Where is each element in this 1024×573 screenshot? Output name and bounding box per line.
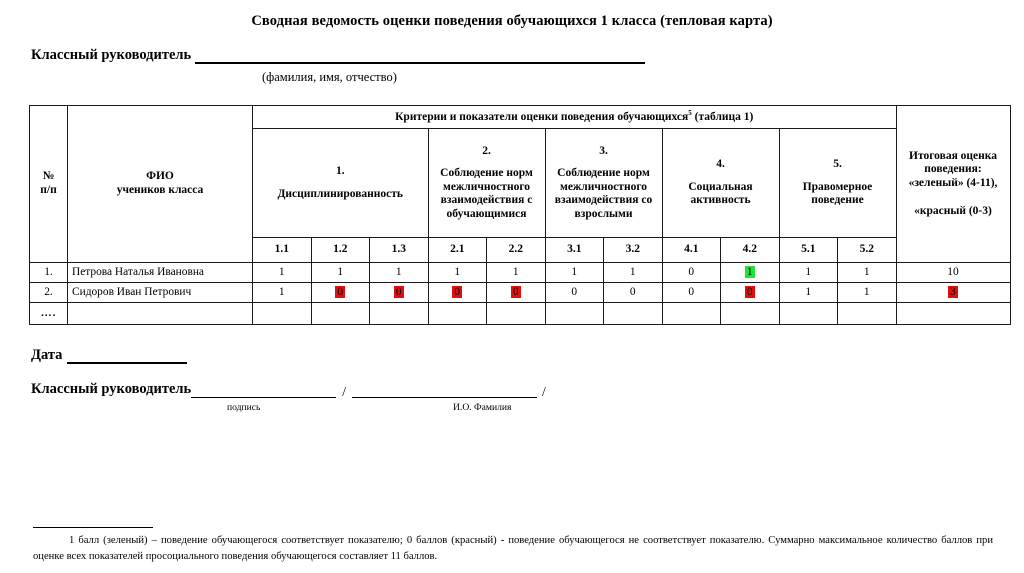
row-total-score[interactable]: 10 — [896, 263, 1010, 283]
table-body — [30, 263, 1011, 325]
subcolumn-header-1-2: 1.2 — [311, 238, 370, 263]
footnote-divider — [33, 527, 153, 528]
total-header-gap — [897, 191, 1010, 205]
total-header-line1: Итоговая оценка — [909, 149, 997, 162]
score-cell-4-1[interactable] — [662, 303, 721, 325]
signature-label: Классный руководитель — [31, 381, 192, 397]
subcolumn-header-5-1: 5.1 — [779, 238, 838, 263]
row-student-name: Петрова Наталья Ивановна — [68, 263, 253, 283]
score-cell-5-2[interactable]: 1 — [838, 263, 897, 283]
footnote-body: 1 балл (зеленый) – поведение обучающегося соответствует показателю; 0 баллов (красный) - поведение обучающегося не соответствует показателю. Суммарно максимальное количество баллов при оценке всех показателей просоциального поведения обучающегося составляет 11 баллов. — [33, 535, 993, 563]
date-label: Дата — [31, 347, 63, 363]
score-cell-5-2[interactable]: 1 — [838, 283, 897, 303]
col-header-number-line1: № — [42, 170, 55, 183]
row-number: 1. — [30, 263, 68, 283]
criteria-footnote-marker: 5 — [688, 109, 692, 118]
criteria-group-name: Дисциплинированность — [277, 187, 403, 200]
page-title: Сводная ведомость оценки поведения обучающихся 1 класса (тепловая карта) — [251, 13, 773, 29]
score-cell-1-1[interactable] — [253, 303, 312, 325]
table-row — [30, 283, 1011, 303]
subcolumn-header-3-2: 3.2 — [604, 238, 663, 263]
date-input-rule[interactable] — [67, 349, 187, 364]
subcolumn-header-2-1: 2.1 — [428, 238, 487, 263]
subcolumn-header-1-3: 1.3 — [370, 238, 429, 263]
criteria-banner-text: Критерии и показатели оценки поведения обучающихся — [395, 111, 689, 124]
score-cell-5-2[interactable] — [838, 303, 897, 325]
score-cell-2-1[interactable] — [428, 283, 487, 303]
signature-field — [31, 381, 546, 398]
col-header-number-line2: п/п — [40, 184, 57, 196]
score-cell-5-1[interactable]: 1 — [779, 263, 838, 283]
score-cell-1-2[interactable]: 1 — [311, 263, 370, 283]
class-teacher-field — [31, 47, 645, 64]
score-cell-4-2[interactable] — [721, 303, 780, 325]
score-mark: 0 — [337, 285, 344, 298]
col-header-fio-line2: учеников класса — [116, 184, 204, 196]
row-student-name: Сидоров Иван Петрович — [68, 283, 253, 303]
criteria-group-name: Соблюдение норм межличностного взаимодействия с обучающимися — [440, 167, 533, 220]
criteria-group-name: Правомерное поведение — [802, 180, 873, 207]
score-mark: 1 — [746, 265, 753, 278]
score-cell-3-1[interactable]: 1 — [545, 263, 604, 283]
signature-hint-podpis: подпись — [227, 402, 261, 413]
score-cell-2-2[interactable] — [487, 283, 546, 303]
criteria-group-name: Социальная активность — [688, 180, 753, 207]
criteria-group-3 — [545, 129, 662, 238]
total-header-line2: поведения: — [924, 163, 982, 176]
table-row — [30, 303, 1011, 325]
score-cell-1-1[interactable]: 1 — [253, 263, 312, 283]
row-student-name — [68, 303, 253, 325]
class-teacher-label: Классный руководитель — [31, 47, 192, 63]
signature-slash-2: / — [541, 383, 546, 399]
criteria-group-1 — [253, 129, 429, 238]
score-cell-2-1[interactable]: 1 — [428, 263, 487, 283]
signature-name-rule[interactable] — [352, 384, 537, 398]
score-cell-2-1[interactable] — [428, 303, 487, 325]
class-teacher-hint: (фамилия, имя, отчество) — [262, 70, 397, 84]
score-cell-1-3[interactable] — [370, 303, 429, 325]
subcolumn-header-1-1: 1.1 — [253, 238, 312, 263]
criteria-group-number: 2. — [482, 144, 491, 157]
col-header-fio — [68, 106, 253, 263]
score-cell-5-1[interactable] — [779, 303, 838, 325]
score-cell-2-2[interactable] — [487, 303, 546, 325]
score-cell-4-2[interactable] — [721, 263, 780, 283]
signature-hint-name: И.О. Фамилия — [453, 402, 512, 413]
subcolumn-header-2-2: 2.2 — [487, 238, 546, 263]
subcolumn-header-5-2: 5.2 — [838, 238, 897, 263]
total-mark: 3 — [950, 285, 956, 298]
score-cell-1-1[interactable]: 1 — [253, 283, 312, 303]
header-row-banner — [30, 106, 1011, 129]
subcolumn-header-3-1: 3.1 — [545, 238, 604, 263]
date-field — [31, 347, 187, 364]
total-header-line3: «зеленый» (4-11), — [908, 177, 998, 189]
row-total-score[interactable] — [896, 303, 1010, 325]
criteria-group-5 — [779, 129, 896, 238]
score-cell-3-1[interactable]: 0 — [545, 283, 604, 303]
score-cell-4-1[interactable]: 0 — [662, 263, 721, 283]
signature-slash-1: / — [342, 383, 346, 399]
col-header-fio-line1: ФИО — [146, 170, 174, 183]
score-cell-3-2[interactable]: 0 — [604, 283, 663, 303]
row-number: …. — [30, 303, 68, 325]
score-cell-3-1[interactable] — [545, 303, 604, 325]
behaviour-heatmap-table — [29, 105, 1011, 325]
criteria-group-2 — [428, 129, 545, 238]
row-total-score[interactable] — [896, 283, 1010, 303]
criteria-group-4 — [662, 129, 779, 238]
score-cell-4-1[interactable]: 0 — [662, 283, 721, 303]
criteria-banner-tail: (таблица 1) — [694, 111, 754, 124]
score-mark: 0 — [746, 285, 753, 298]
score-cell-2-2[interactable]: 1 — [487, 263, 546, 283]
score-cell-1-2[interactable] — [311, 303, 370, 325]
class-teacher-input-rule[interactable] — [195, 48, 645, 64]
score-cell-1-3[interactable]: 1 — [370, 263, 429, 283]
criteria-group-name: Соблюдение норм межличностного взаимодействия со взрослыми — [554, 167, 653, 220]
footnote-text — [33, 533, 993, 566]
col-header-number — [30, 106, 68, 263]
score-cell-1-3[interactable] — [370, 283, 429, 303]
score-mark: 0 — [395, 285, 402, 298]
criteria-group-number: 1. — [335, 164, 345, 177]
col-header-total — [896, 106, 1010, 263]
criteria-group-number: 3. — [599, 144, 608, 157]
table-head — [30, 106, 1011, 263]
subcolumn-header-4-2: 4.2 — [721, 238, 780, 263]
score-cell-3-2[interactable]: 1 — [604, 263, 663, 283]
criteria-group-number: 4. — [716, 158, 725, 171]
score-cell-4-2[interactable] — [721, 283, 780, 303]
total-header-line4: «красный (0-3) — [914, 204, 992, 217]
subcolumn-header-4-1: 4.1 — [662, 238, 721, 263]
score-mark: 0 — [512, 285, 519, 298]
table-row — [30, 263, 1011, 283]
score-mark: 0 — [454, 285, 461, 298]
criteria-group-number: 5. — [833, 158, 842, 171]
score-cell-5-1[interactable]: 1 — [779, 283, 838, 303]
score-cell-3-2[interactable] — [604, 303, 663, 325]
row-number: 2. — [30, 283, 68, 303]
criteria-banner — [253, 106, 897, 129]
signature-input-rule[interactable] — [191, 384, 336, 398]
score-cell-1-2[interactable] — [311, 283, 370, 303]
